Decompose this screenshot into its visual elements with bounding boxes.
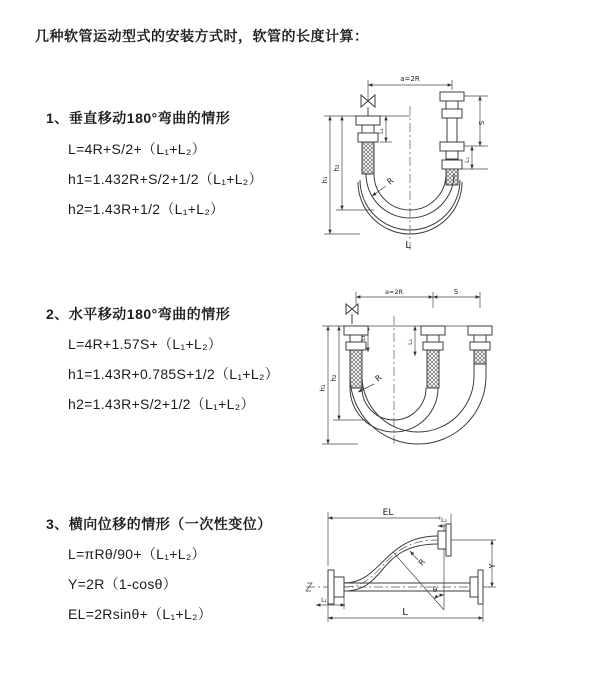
right-flange-displaced-position: [438, 524, 451, 556]
braided-hose-section: [427, 350, 439, 388]
section-2-formula-h1: h1=1.43R+0.785S+1/2（L₁+L₂）: [68, 366, 279, 382]
left-fitting: [356, 116, 380, 174]
right-fitting-lower-position: [440, 142, 464, 185]
diagram-vertical-180-bend: [310, 70, 590, 260]
section-3-formula-L: L=πRθ/90+（L₁+L₂）: [68, 546, 206, 562]
radius-label: R: [385, 176, 396, 187]
right-fitting-original-position: [468, 326, 492, 376]
dim-label-l2: L₂: [441, 517, 447, 524]
hose-bend-arcs: [350, 376, 486, 444]
dim-label-l: L: [402, 607, 408, 618]
right-flange-original-position: [470, 570, 483, 604]
section-1-heading: 1、垂直移动180°弯曲的情形: [46, 110, 231, 126]
section-2-heading: 2、水平移动180°弯曲的情形: [46, 306, 231, 322]
dim-label-el: EL: [382, 508, 394, 518]
dim-label-l2: L₂: [407, 339, 414, 345]
dim-label-l1: L₁: [360, 335, 367, 341]
dim-label-l1: L₁: [321, 597, 327, 604]
dim-label-h2: h₂: [333, 164, 341, 172]
middle-fitting-moved-position: [421, 326, 445, 388]
dim-label-l1: L₁: [378, 128, 385, 134]
dim-label-y: Y: [488, 563, 497, 569]
dim-label-h2: h₂: [330, 374, 338, 382]
braided-hose-section: [474, 350, 486, 364]
valve-icon: [346, 304, 358, 324]
dimension-lines: [324, 80, 488, 234]
radius-label: R: [416, 557, 428, 568]
section-2-formula-L: L=4R+1.57S+（L₁+L₂）: [68, 336, 223, 352]
right-fitting-upper-position: [440, 92, 464, 142]
page-title: 几种软管运动型式的安装方式时，软管的长度计算：: [35, 28, 369, 44]
dim-label-h1: h₁: [321, 176, 329, 184]
dim-label-s: S: [453, 288, 459, 296]
dim-label-a2r: a=2R: [400, 75, 420, 83]
braided-hose-section: [362, 142, 374, 174]
section-1-formula-h1: h1=1.432R+S/2+1/2（L₁+L₂）: [68, 171, 263, 187]
section-3-formula-Y: Y=2R（1-cosθ）: [68, 576, 178, 592]
section-3-heading: 3、横向位移的情形（一次性变位）: [46, 516, 272, 532]
braided-hose-section: [446, 169, 458, 185]
section-1-formula-L: L=4R+S/2+（L₁+L₂）: [68, 141, 206, 157]
dim-label-l2: L₂: [464, 157, 471, 163]
section-3-formula-EL: EL=2Rsinθ+（L₁+L₂）: [68, 606, 213, 622]
diagram-horizontal-180-bend: [308, 282, 593, 462]
dimension-lines: [316, 512, 496, 622]
section-1-formula-h2: h2=1.43R+1/2（L₁+L₂）: [68, 201, 225, 217]
dim-label-s: S: [478, 120, 486, 126]
diagram-lateral-displacement: [298, 500, 600, 645]
dim-label-h1: h₁: [319, 384, 327, 392]
dim-label-a2r: a=2R: [384, 288, 404, 296]
left-flange: [328, 570, 344, 604]
hose-length-label: L: [405, 240, 411, 251]
dimension-lines: [322, 292, 492, 444]
section-2-formula-h2: h2=1.43R+S/2+1/2（L₁+L₂）: [68, 396, 255, 412]
braided-hose-section: [350, 350, 362, 388]
angle-theta-label: θ: [432, 586, 438, 594]
radius-label: R: [373, 373, 384, 384]
